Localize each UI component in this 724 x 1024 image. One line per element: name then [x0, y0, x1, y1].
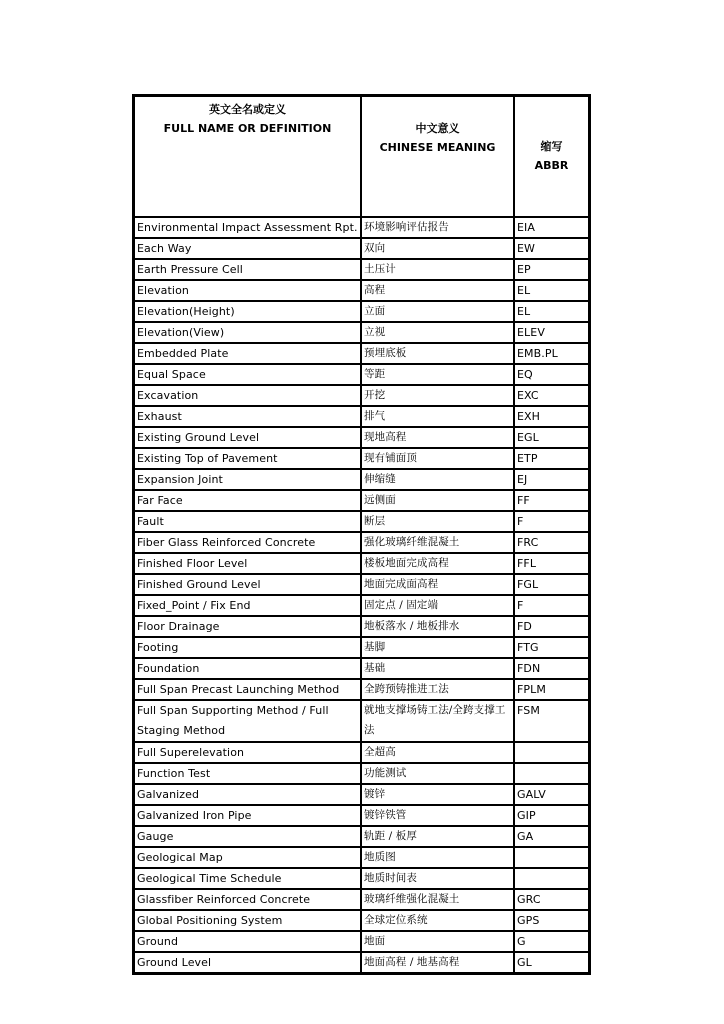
cell-chinese-meaning: 基础	[362, 659, 515, 680]
cell-abbr: G	[515, 932, 588, 953]
cell-abbr: F	[515, 512, 588, 533]
table-row	[135, 701, 588, 743]
header-chinese-meaning-en: CHINESE MEANING	[379, 140, 496, 154]
table-row	[135, 827, 588, 848]
cell-chinese-meaning: 基脚	[362, 638, 515, 659]
cell-abbr: FD	[515, 617, 588, 638]
cell-full-name: Existing Ground Level	[135, 428, 362, 449]
cell-abbr: FGL	[515, 575, 588, 596]
cell-chinese-meaning: 现有铺面顶	[362, 449, 515, 470]
table-row	[135, 575, 588, 596]
table-row	[135, 659, 588, 680]
cell-full-name: Footing	[135, 638, 362, 659]
cell-abbr: FPLM	[515, 680, 588, 701]
cell-full-name: Foundation	[135, 659, 362, 680]
cell-abbr: FDN	[515, 659, 588, 680]
cell-abbr: GRC	[515, 890, 588, 911]
cell-chinese-meaning: 全跨预铸推进工法	[362, 680, 515, 701]
table-header-row	[135, 97, 588, 218]
table-row	[135, 470, 588, 491]
table-row	[135, 218, 588, 239]
cell-chinese-meaning: 土压计	[362, 260, 515, 281]
cell-full-name: Ground Level	[135, 953, 362, 972]
header-full-name-en: FULL NAME OR DEFINITION	[163, 121, 332, 135]
cell-abbr: EJ	[515, 470, 588, 491]
cell-chinese-meaning: 断层	[362, 512, 515, 533]
cell-abbr: GALV	[515, 785, 588, 806]
table-row	[135, 365, 588, 386]
header-abbr-cn: 缩写	[540, 140, 563, 153]
table-row	[135, 848, 588, 869]
cell-chinese-meaning: 预埋底板	[362, 344, 515, 365]
cell-abbr: ETP	[515, 449, 588, 470]
cell-abbr: EL	[515, 281, 588, 302]
table-row	[135, 302, 588, 323]
abbreviation-table	[132, 94, 591, 975]
cell-chinese-meaning: 轨距 / 板厚	[362, 827, 515, 848]
table-row	[135, 617, 588, 638]
cell-abbr: EMB.PL	[515, 344, 588, 365]
cell-abbr: EP	[515, 260, 588, 281]
cell-abbr: EIA	[515, 218, 588, 239]
table-row	[135, 512, 588, 533]
cell-abbr: FFL	[515, 554, 588, 575]
cell-full-name: Fiber Glass Reinforced Concrete	[135, 533, 362, 554]
cell-abbr: EXC	[515, 386, 588, 407]
cell-chinese-meaning: 地质时间表	[362, 869, 515, 890]
cell-full-name: Each Way	[135, 239, 362, 260]
table-row	[135, 743, 588, 764]
table-row	[135, 890, 588, 911]
cell-full-name: Elevation(View)	[135, 323, 362, 344]
cell-full-name: Fixed_Point / Fix End	[135, 596, 362, 617]
cell-chinese-meaning: 现地高程	[362, 428, 515, 449]
cell-full-name: Global Positioning System	[135, 911, 362, 932]
table-row	[135, 932, 588, 953]
cell-chinese-meaning: 等距	[362, 365, 515, 386]
cell-chinese-meaning: 立视	[362, 323, 515, 344]
table-row	[135, 407, 588, 428]
cell-chinese-meaning: 强化玻璃纤维混凝土	[362, 533, 515, 554]
cell-abbr: GL	[517, 956, 532, 969]
cell-chinese-meaning: 固定点 / 固定端	[362, 596, 515, 617]
table-row	[135, 680, 588, 701]
cell-chinese-meaning: 地面完成面高程	[362, 575, 515, 596]
cell-full-name: Galvanized Iron Pipe	[135, 806, 362, 827]
cell-full-name: Environmental Impact Assessment Rpt.	[135, 218, 362, 239]
cell-chinese-meaning: 开挖	[362, 386, 515, 407]
header-full-name	[135, 97, 362, 218]
table-row	[135, 785, 588, 806]
cell-chinese-meaning: 地面高程 / 地基高程	[362, 953, 515, 972]
table-row	[135, 596, 588, 617]
cell-abbr: GA	[515, 827, 588, 848]
header-chinese-meaning-cn: 中文意义	[415, 122, 460, 135]
cell-full-name: Excavation	[135, 386, 362, 407]
table-row	[135, 449, 588, 470]
header-full-name-cn: 英文全名或定义	[209, 103, 286, 116]
cell-full-name: Earth Pressure Cell	[135, 260, 362, 281]
cell-chinese-meaning: 环境影响评估报告	[362, 218, 515, 239]
cell-full-name: Full Span Precast Launching Method	[135, 680, 362, 701]
cell-chinese-meaning: 排气	[362, 407, 515, 428]
cell-chinese-meaning: 全超高	[362, 743, 515, 764]
table-row	[135, 638, 588, 659]
cell-full-name: Expansion Joint	[135, 470, 362, 491]
cell-full-name: Far Face	[135, 491, 362, 512]
cell-full-name: Elevation(Height)	[135, 302, 362, 323]
cell-full-name: Finished Floor Level	[135, 554, 362, 575]
cell-full-name: Galvanized	[135, 785, 362, 806]
cell-abbr: ELEV	[515, 323, 588, 344]
cell-chinese-meaning: 地质图	[362, 848, 515, 869]
cell-full-name: Geological Time Schedule	[135, 869, 362, 890]
table-row	[135, 953, 588, 972]
cell-chinese-meaning: 双向	[362, 239, 515, 260]
cell-full-name: Exhaust	[135, 407, 362, 428]
cell-full-name: Ground	[135, 932, 362, 953]
cell-full-name: Floor Drainage	[135, 617, 362, 638]
table-row	[135, 323, 588, 344]
cell-chinese-meaning: 玻璃纤维强化混凝土	[362, 890, 515, 911]
cell-full-name: Finished Ground Level	[135, 575, 362, 596]
cell-full-name: Gauge	[135, 827, 362, 848]
cell-full-name: Existing Top of Pavement	[135, 449, 362, 470]
cell-full-name: Glassfiber Reinforced Concrete	[135, 890, 362, 911]
cell-chinese-meaning: 全球定位系统	[362, 911, 515, 932]
cell-full-name: Full Span Supporting Method / Full Staging Method	[135, 701, 362, 743]
cell-full-name: Function Test	[135, 764, 362, 785]
cell-chinese-meaning: 就地支撑场铸工法/全跨支撑工法	[362, 701, 515, 743]
cell-abbr: GIP	[515, 806, 588, 827]
cell-full-name: Geological Map	[135, 848, 362, 869]
table-row	[135, 239, 588, 260]
cell-abbr	[515, 743, 588, 764]
table-row	[135, 764, 588, 785]
cell-chinese-meaning: 楼板地面完成高程	[362, 554, 515, 575]
cell-abbr: FTG	[515, 638, 588, 659]
cell-chinese-meaning: 镀锌铁管	[362, 806, 515, 827]
header-abbr	[515, 97, 588, 218]
cell-chinese-meaning: 功能测试	[362, 764, 515, 785]
table-row	[135, 386, 588, 407]
cell-abbr	[515, 869, 588, 890]
cell-full-name: Fault	[135, 512, 362, 533]
cell-chinese-meaning: 地板落水 / 地板排水	[362, 617, 515, 638]
header-chinese-meaning	[362, 97, 515, 218]
cell-abbr: EL	[515, 302, 588, 323]
table-row	[135, 869, 588, 890]
table-row	[135, 428, 588, 449]
table-row	[135, 281, 588, 302]
cell-abbr: EGL	[515, 428, 588, 449]
cell-full-name: Full Superelevation	[135, 743, 362, 764]
header-abbr-en: ABBR	[534, 158, 569, 172]
cell-abbr: F	[515, 596, 588, 617]
table-row	[135, 911, 588, 932]
table-row	[135, 344, 588, 365]
table-row	[135, 806, 588, 827]
cell-abbr: FRC	[515, 533, 588, 554]
cell-abbr: GPS	[515, 911, 588, 932]
cell-chinese-meaning: 地面	[362, 932, 515, 953]
cell-chinese-meaning: 镀锌	[362, 785, 515, 806]
cell-abbr: EXH	[515, 407, 588, 428]
table-row	[135, 533, 588, 554]
cell-abbr	[515, 848, 588, 869]
table-row	[135, 491, 588, 512]
cell-abbr: EQ	[515, 365, 588, 386]
cell-abbr: FF	[515, 491, 588, 512]
cell-chinese-meaning: 伸缩缝	[362, 470, 515, 491]
cell-abbr: EW	[515, 239, 588, 260]
cell-chinese-meaning: 远侧面	[362, 491, 515, 512]
cell-abbr	[515, 764, 588, 785]
cell-full-name: Elevation	[135, 281, 362, 302]
table-row	[135, 260, 588, 281]
cell-full-name: Equal Space	[135, 365, 362, 386]
cell-chinese-meaning: 高程	[362, 281, 515, 302]
cell-chinese-meaning: 立面	[362, 302, 515, 323]
table-row	[135, 554, 588, 575]
cell-full-name: Embedded Plate	[135, 344, 362, 365]
cell-abbr: FSM	[515, 701, 588, 743]
table-body	[135, 218, 588, 972]
